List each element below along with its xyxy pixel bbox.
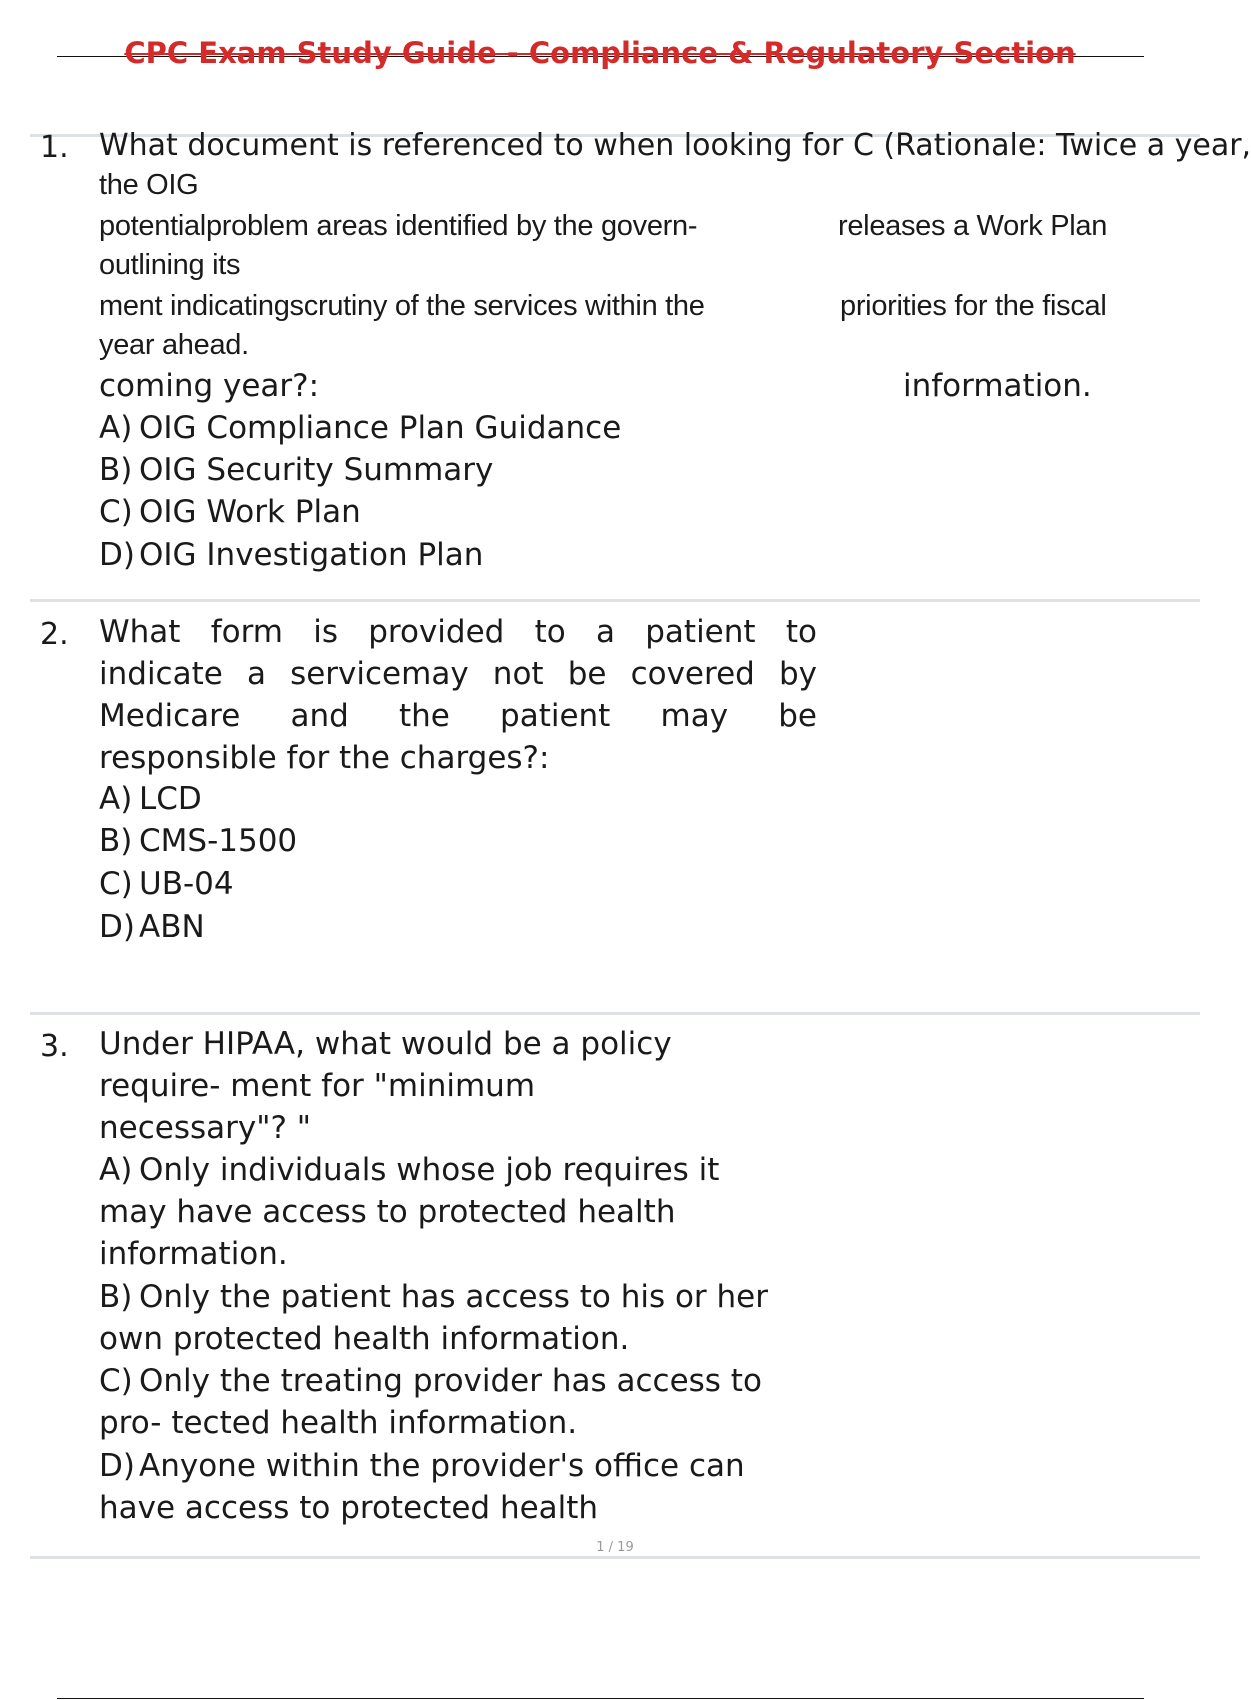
page-number: 1 / 19 <box>596 1540 634 1555</box>
answer-rationale-text: C (Rationale: Twice a year, <box>852 128 1251 163</box>
stem-word: a <box>246 656 266 692</box>
question-stem-line: responsible for the charges?: <box>99 740 550 776</box>
question-stem-line: ment indicatingscrutiny of the services within the <box>99 290 705 322</box>
option-text: OIG Work Plan <box>139 494 361 530</box>
answer-option[interactable] <box>99 781 202 817</box>
rationale-line: releases a Work Plan <box>838 210 1108 242</box>
option-text: LCD <box>139 781 202 817</box>
option-letter: A) <box>99 781 133 817</box>
option-letter: A) <box>99 410 133 446</box>
question-stem-line: necessary"? " <box>99 1110 312 1146</box>
divider <box>30 1556 1200 1559</box>
option-text: Only individuals whose job requires it <box>139 1152 720 1188</box>
option-text: UB-04 <box>139 866 234 902</box>
option-text: OIG Investigation Plan <box>139 537 484 573</box>
answer-option[interactable] <box>99 452 493 488</box>
option-letter: C) <box>99 494 133 530</box>
question-number: 1. <box>40 130 69 165</box>
stem-word: not <box>492 656 544 692</box>
rationale-line: the OIG <box>99 169 199 201</box>
stem-word: to <box>785 614 817 650</box>
question-stem-line: Under HIPAA, what would be a policy <box>99 1026 672 1062</box>
stem-word: to <box>534 614 566 650</box>
stem-word: Medicare <box>99 698 241 734</box>
question-number: 2. <box>40 617 69 652</box>
answer-option[interactable] <box>99 866 234 902</box>
question-stem-line <box>99 656 817 692</box>
bottom-rule <box>57 1698 1144 1699</box>
answer-option[interactable] <box>99 410 621 446</box>
divider <box>30 599 1200 602</box>
rationale-line: priorities for the fiscal <box>840 290 1107 322</box>
option-text: ABN <box>139 909 205 945</box>
option-letter: D) <box>99 537 135 573</box>
option-text: own protected health information. <box>99 1321 630 1357</box>
answer-option[interactable] <box>99 537 483 573</box>
question-stem-line <box>99 614 817 650</box>
option-letter: D) <box>99 1448 135 1484</box>
question-stem-text: potentialproblem areas identified by the govern- <box>99 210 698 242</box>
stem-word: may <box>660 698 729 734</box>
option-letter: C) <box>99 866 133 902</box>
stem-word: covered <box>630 656 755 692</box>
option-text: Anyone within the provider's office can <box>139 1448 745 1484</box>
answer-option[interactable] <box>99 823 297 859</box>
option-letter: C) <box>99 1363 133 1399</box>
stem-word: servicemay <box>290 656 469 692</box>
stem-word: by <box>778 656 817 692</box>
question-stem-line <box>99 128 1251 163</box>
stem-word: be <box>567 656 607 692</box>
option-letter: A) <box>99 1152 133 1188</box>
divider <box>30 1012 1200 1015</box>
question-stem-text: What document is referenced to when looking for <box>99 128 844 163</box>
option-letter: B) <box>99 1279 133 1315</box>
question-stem-line: coming year?: <box>99 368 320 404</box>
option-letter: B) <box>99 452 133 488</box>
stem-word: be <box>778 698 817 734</box>
stem-word: patient <box>500 698 611 734</box>
answer-option[interactable] <box>99 494 361 530</box>
rationale-line: year ahead. <box>99 329 249 361</box>
option-text: may have access to protected health <box>99 1194 676 1230</box>
answer-option[interactable] <box>99 909 205 945</box>
question-stem-line: require- ment for "minimum <box>99 1068 536 1104</box>
stem-word: and <box>290 698 349 734</box>
question-stem-line <box>99 698 817 734</box>
option-text: CMS-1500 <box>139 823 298 859</box>
question-stem-line <box>99 210 697 243</box>
stem-word: is <box>313 614 338 650</box>
option-text: Only the patient has access to his or her <box>139 1279 768 1315</box>
stem-word: indicate <box>99 656 223 692</box>
option-letter: D) <box>99 909 135 945</box>
option-text: pro- tected health information. <box>99 1405 578 1441</box>
stem-word: What <box>99 614 181 650</box>
stem-word: provided <box>368 614 505 650</box>
stem-word: form <box>210 614 283 650</box>
option-text: OIG Compliance Plan Guidance <box>139 410 622 446</box>
rationale-line: outlining its <box>99 249 241 281</box>
rationale-line: information. <box>903 368 1092 404</box>
stem-word: the <box>398 698 450 734</box>
option-text: Only the treating provider has access to <box>139 1363 762 1399</box>
option-text: have access to protected health <box>99 1490 599 1526</box>
option-text: information. <box>99 1236 288 1272</box>
stem-word: patient <box>645 614 756 650</box>
page-title: CPC Exam Study Guide - Compliance & Regulatory Section <box>124 36 1076 70</box>
option-text: OIG Security Summary <box>139 452 494 488</box>
stem-word: a <box>595 614 615 650</box>
question-number: 3. <box>40 1029 69 1064</box>
option-letter: B) <box>99 823 133 859</box>
